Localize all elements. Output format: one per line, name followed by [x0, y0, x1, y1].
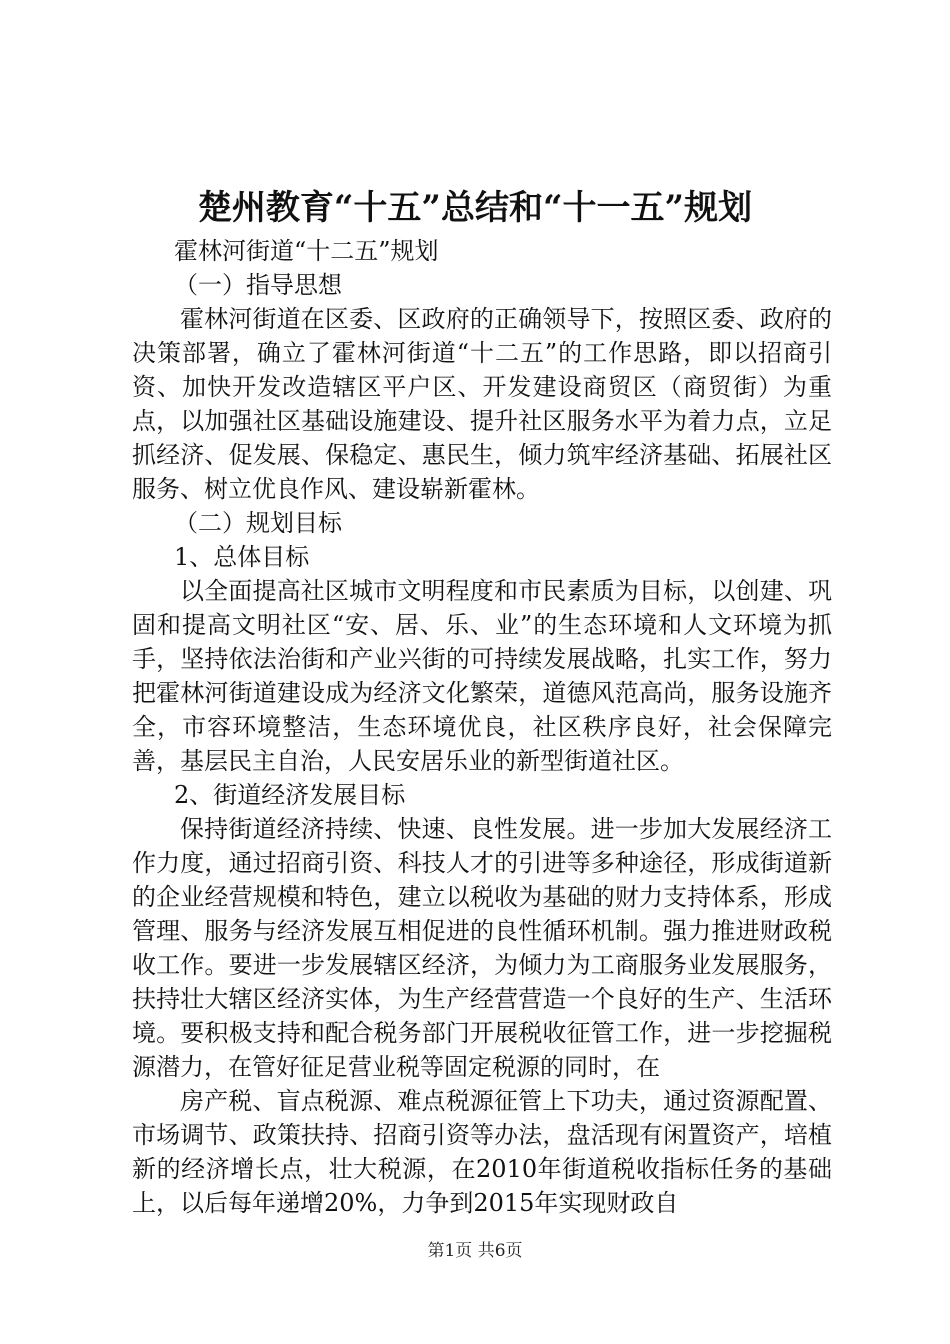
paragraph-plan-heading: 霍林河街道“十二五”规划	[174, 237, 439, 265]
subheading-overall-goal: 1、总体目标	[174, 543, 310, 571]
page-number: 第1页 共6页	[427, 1241, 523, 1261]
paragraph-tax-sources: 房产税、盲点税源、难点税源征管上下功夫，通过资源配置、市场调节、政策扶持、招商引资等办法，盘活现有闲置资产，培植新的经济增长点，壮大税源，在2010年街道税收指标任务的基础上，以后每年递增20%，力争到2015年实现财政自	[132, 1087, 832, 1217]
paragraph-guiding-thought: 霍林河街道在区委、区政府的正确领导下，按照区委、政府的决策部署，确立了霍林河街道“十二五”的工作思路，即以招商引资、加快开发改造辖区平户区、开发建设商贸区（商贸街）为重点，以加强社区基础设施建设、提升社区服务水平为着力点，立足抓经济、促发展、保稳定、惠民生，倾力筑牢经济基础、拓展社区服务、树立优良作风、建设崭新霍林。	[132, 305, 832, 503]
paragraph-economic-goal: 保持街道经济持续、快速、良性发展。进一步加大发展经济工作力度，通过招商引资、科技人才的引进等多种途径，形成街道新的企业经营规模和特色，建立以税收为基础的财力支持体系，形成管理、服务与经济发展互相促进的良性循环机制。强力推进财政税收工作。要进一步发展辖区经济，为倾力为工商服务业发展服务，扶持壮大辖区经济实体，为生产经营营造一个良好的生产、生活环境。要积极支持和配合税务部门开展税收征管工作，进一步挖掘税源潜力，在管好征足营业税等固定税源的同时，在	[132, 815, 832, 1081]
subheading-economic-goal: 2、街道经济发展目标	[174, 781, 406, 809]
section-heading-guiding-thought: （一）指导思想	[174, 271, 342, 299]
document-title: 楚州教育“十五”总结和“十一五”规划	[197, 188, 753, 228]
paragraph-overall-goal: 以全面提高社区城市文明程度和市民素质为目标，以创建、巩固和提高文明社区“安、居、乐、业”的生态环境和人文环境为抓手，坚持依法治街和产业兴街的可持续发展战略，扎实工作，努力把霍林河街道建设成为经济文化繁荣，道德风范高尚，服务设施齐全，市容环境整洁，生态环境优良，社区秩序良好，社会保障完善，基层民主自治，人民安居乐业的新型街道社区。	[132, 577, 832, 775]
document-body	[132, 234, 832, 1220]
section-heading-plan-goals: （二）规划目标	[174, 509, 342, 537]
